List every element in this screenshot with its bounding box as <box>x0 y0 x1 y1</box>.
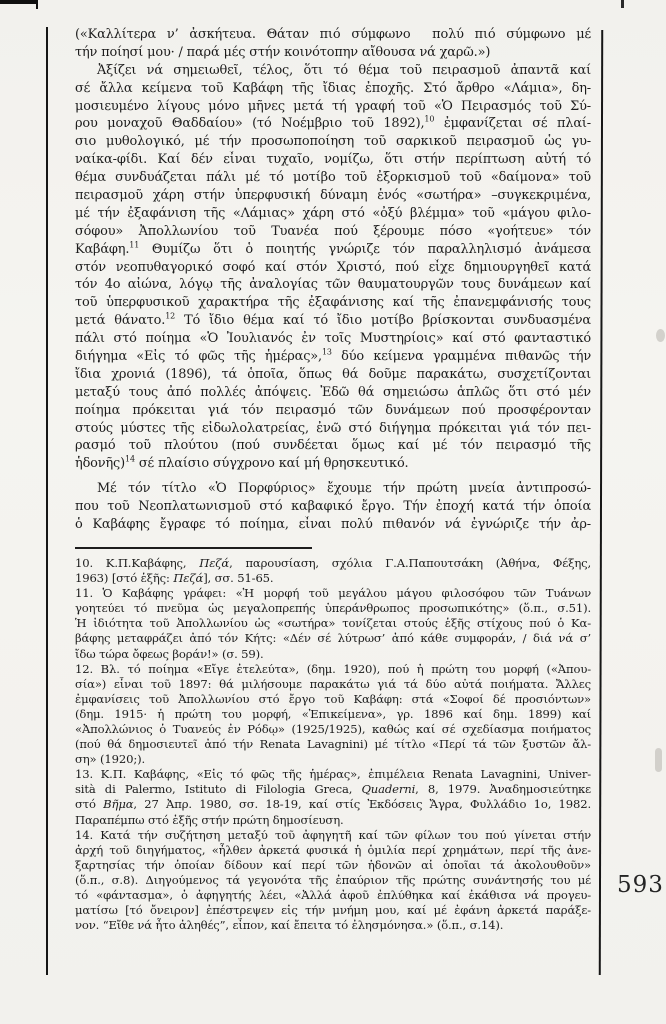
text-line: τό «φάντασμα», ὁ ἀφηγητής λέει, «Ἀλλά ἀφοῦ ἐπλύθηκα καί ἐκάθισα νά προγευ- <box>75 888 591 902</box>
footnote-ref: 13 <box>321 348 332 357</box>
text-line: ση» (1920;). <box>75 752 145 767</box>
text-line: στό Βῆμα, 27 Ἀπρ. 1980, σσ. 18-19, καί στίς Ἐκδόσεις Ἄγρα, Φυλλάδιο 1ο, 1982. <box>75 797 591 812</box>
text-line: ἡδονῆς)$^{14}$ σέ πλαίσιο σύγχρονο καί μή θρησκευτικό. <box>75 455 409 472</box>
left-margin-rule <box>46 27 48 975</box>
footnote-ref: 12 <box>165 312 176 321</box>
text-line: ξαρτησίας τήν ὁποίαν δίδουν καί περί τῶν ἡδονῶν αἱ ὁποῖαι τά ἀκολουθοῦν» <box>75 857 591 872</box>
text-line: (ὅ.π., σ.8). Διηγούμενος τά γεγονότα τῆς ἐπαύριον τῆς πρώτης συνάντησής του μέ <box>75 872 591 887</box>
text-line: σιο μυθολογικό, μέ τήν προσωποποίηση τοῦ σαρκικοῦ πειρασμοῦ ὡς γυ- <box>75 134 591 150</box>
text-line: μεταξύ τους ἀπό πολλές ἀπόψεις. Ἐδῶ θά σημειώσω ἁπλῶς ὅτι στό μέν <box>75 384 591 400</box>
text-line: ρου μοναχοῦ Θαδδαίου» (τό Νοέμβριο τοῦ 1892),$^{10}$ ἐμφανίζεται σέ πλαί- <box>75 115 591 132</box>
text-line: σέ ἄλλα κείμενα τοῦ Καβάφη τῆς ἴδιας ἐποχῆς. Στό ἄρθρο «Λάμια», δη- <box>75 80 591 96</box>
text-line: διήγημα «Εἰς τό φῶς τῆς ἡμέρας»,$^{13}$ δύο κείμενα γραμμένα πιθανῶς τήν <box>75 348 591 365</box>
text-line: 13. Κ.Π. Καβάφης, «Εἰς τό φῶς τῆς ἡμέρας», ἐπιμέλεια Renata Lavagnini, Univer- <box>75 767 591 782</box>
text-line: ἴδω τώρα ὄφεως βοράν!» (σ. 59). <box>75 646 264 661</box>
footnote-14 <box>75 828 591 934</box>
text-line: τόν 4ο αἰώνα, λόγῳ τῆς ἀναλογίας τῶν θαυματουργῶν τους δυνάμεων καί <box>75 277 591 293</box>
text-line: Παραπέμπω στό ἑξῆς στήν πρώτη δημοσίευση. <box>75 812 344 827</box>
text-line: 14. Κατά τήν συζήτηση μεταξύ τοῦ ἀφηγητῆ καί τῶν φίλων του πού γίνεται στήν <box>75 827 591 842</box>
footnote-ref: 11 <box>129 240 140 250</box>
text-line: στόν νεοπυθαγορικό σοφό καί στόν Χριστό, πού εἶχε δημιουργηθεῖ κατά <box>75 259 591 275</box>
scan-artifact-top-right-tick <box>621 0 624 8</box>
text-line: θέμα συνδυάζεται πάλι μέ τό μοτίβο τοῦ ἐξορκισμοῦ τοῦ «δαίμονα» τοῦ <box>75 170 591 186</box>
text-line: νον. “Εἴθε νά ἦτο ἀληθές”, εἶπον, καί ἔπειτα τό ἐλησμόνησα.» (ὅ.π., σ.14). <box>75 918 504 933</box>
paragraph <box>75 26 591 62</box>
text-line: βάφης μεταφράζει ἀπό τόν Κήτς: «Δέν σέ λύτρωσ’ ἀπό κάθε συμφοράν, / διά νά σ’ <box>75 631 591 646</box>
text-line: ποίημα πρόκειται γιά τόν πειρασμό τῶν δυνάμεων πού προσφέρονταν <box>75 402 591 418</box>
footnote-11 <box>75 586 591 661</box>
text-line: ὁ Καβάφης ἔγραφε τό ποίημα, εἶναι πολύ πιθανόν νά ἐγνώριζε τήν ἀρ- <box>75 517 591 533</box>
scan-artifact-top-left-bar <box>0 0 38 4</box>
italic-title: Βῆμα <box>103 797 134 812</box>
text-line: (δημ. 1915· ἡ πρώτη του μορφή, «Ἐπικείμενα», γρ. 1896 καί δημ. 1899) καί <box>75 706 591 721</box>
text-line: ναίκα-φίδι. Καί δέν εἶναι τυχαῖο, νομίζω, ὅτι στήν περίπτωση αὐτή τό <box>75 152 591 168</box>
text-line: 12. Βλ. τό ποίημα «Εἴγε ἐτελεύτα», (δημ. 1920), πού ἡ πρώτη του μορφή («Ἀπου- <box>75 661 591 676</box>
footnote-13 <box>75 767 591 827</box>
scan-smudge <box>655 748 662 772</box>
text-block <box>75 26 591 933</box>
text-line: μέ τήν ἐξαφάνιση τῆς «Λάμιας» χάρη στό «ὀξύ βλέμμα» τοῦ «μάγου φιλο- <box>75 205 591 221</box>
text-line: σία») εἶναι τοῦ 1897: θά μιλήσουμε παρακάτω γιά τά δύο αὐτά ποιήματα. Ἄλλες <box>75 676 591 691</box>
text-line: sità di Palermo, Istituto di Filologia Greca, Quaderni, 8, 1979. Ἀναδημοσιεύτηκε <box>75 782 591 797</box>
text-line: μετά θάνατο.$^{12}$ Τό ἴδιο θέμα καί τό ἴδιο μοτίβο βρίσκονται συνδυασμένα <box>75 312 591 329</box>
paragraph <box>75 62 591 473</box>
text-line: τήν ποίησί μου· / παρά μές στήν κοινότοπην αἴθουσα νά χαρῶ.») <box>75 44 491 60</box>
footnote-10 <box>75 556 591 586</box>
footnote-ref: 14 <box>125 455 135 465</box>
text-line: στούς μύστες τῆς εἰδωλολατρείας, ἐνῶ στό διήγημα πρόκειται γιά τόν πει- <box>75 420 591 436</box>
text-line: ἴδια χρονιά (1896), τά ὁποῖα, ὅπως θά δοῦμε παρακάτω, συσχετίζονται <box>75 366 591 382</box>
text-line: μοσιευμένο λίγους μόνο μῆνες μετά τή γραφή τοῦ «Ὁ Πειρασμός τοῦ Σύ- <box>75 98 591 114</box>
italic-title: Quaderni <box>361 782 416 797</box>
text-line: ἀρχή τοῦ διηγήματος, «ἦλθεν ἀρκετά φυσικά ἡ ὁμιλία περί χρημάτων, περί τῆς ἀνε- <box>75 842 591 857</box>
footnote-separator-rule <box>75 547 312 549</box>
scan-smudge <box>656 329 665 342</box>
main-text <box>75 26 591 534</box>
text-line: ματίσω [τό ὄνειρον] ἐπέστρεψεν εἰς τήν μνήμη μου, καί μέ ἐφάνη ἀρκετά παράξε- <box>75 903 591 918</box>
text-line: 10. Κ.Π.Καβάφης, Πεζά, παρουσίαση, σχόλια Γ.Α.Παπουτσάκη (Ἀθήνα, Φέξης, <box>75 555 591 570</box>
text-line: που τοῦ Νεοπλατωνισμοῦ στό καβαφικό ἔργο. Τήν ἐποχή κατά τήν ὁποία <box>75 499 591 515</box>
paragraph <box>75 480 591 534</box>
text-line: «Ἀπολλώνιος ὁ Τυανεύς ἐν Ρόδῳ» (1925/1925), καθώς καί σέ σχεδίασμα ποιήματος <box>75 721 591 736</box>
footnote-ref: 10 <box>424 115 435 125</box>
page-number: 593 <box>617 872 664 898</box>
footnote-12 <box>75 662 591 768</box>
text-line: Ἡ ἰδιότητα τοῦ Ἀπολλωνίου ὡς «σωτήρα» τονίζεται στούς ἑξῆς στίχους πού ὁ Κα- <box>75 616 591 631</box>
text-line: (πού θά δημοσιευτεῖ ἀπό τήν Renata Lavagnini) μέ τίτλο «Περί τά τῶν ξυστῶν ἄλ- <box>75 737 591 752</box>
text-line: πειρασμοῦ χάρη στήν ὑπερφυσική δύναμη ἑνός «σωτήρα» –συγκεκριμένα, <box>75 188 591 204</box>
text-line: ρασμό τοῦ πλούτου (πού συνδέεται ὅμως καί μέ τόν πειρασμό τῆς <box>75 438 591 454</box>
text-line: ἐμφανίσεις τοῦ Ἀπολλωνίου στό ἔργο τοῦ Καβάφη: στά «Σοφοί δέ προσιόντων» <box>75 691 591 706</box>
text-line: Μέ τόν τίτλο «Ὁ Πορφύριος» ἔχουμε τήν πρώτη μνεία ἀντιπροσώ- <box>97 481 591 497</box>
text-line: («Καλλίτερα ν’ ἀσκήτευα. Θάταν πιό σύμφωνο πολύ πιό σύμφωνο μέ <box>75 27 591 42</box>
text-line: τοῦ ὑπερφυσικοῦ χαρακτήρα τῆς ἐξαφάνισης καί τῆς ἐπανεμφάνισής τους <box>75 295 591 311</box>
text-line: Καβάφη.$^{11}$ Θυμίζω ὅτι ὁ ποιητής γνώριζε τόν παραλληλισμό ἀνάμεσα <box>75 240 591 257</box>
text-line: σόφου» Ἀπολλωνίου τοῦ Τυανέα πού ξέρουμε πόσο «γοήτευε» τόν <box>75 223 591 239</box>
text-line: 1963) [στό ἑξῆς: Πεζά], σσ. 51-65. <box>75 571 274 586</box>
italic-title: Πεζά <box>173 571 204 586</box>
scan-artifact-top-left-nub <box>36 0 38 9</box>
italic-title: Πεζά <box>199 555 230 570</box>
text-line: πάλι στό ποίημα «Ὁ Ἰουλιανός ἐν τοῖς Μυστηρίοις» καί στό φανταστικό <box>75 331 591 347</box>
text-line: 11. Ὁ Καβάφης γράφει: «Ἡ μορφή τοῦ μεγάλου μάγου φιλοσόφου τῶν Τυάνων <box>75 586 591 601</box>
right-margin-rule <box>599 30 603 975</box>
text-line: Ἀξίζει νά σημειωθεῖ, τέλος, ὅτι τό θέμα τοῦ πειρασμοῦ ἀπαντᾶ καί <box>97 62 591 78</box>
footnote-section <box>75 556 591 933</box>
text-line: γοητεύει τό πνεῦμα ὡς μεγαλοπρεπής ὑπεράνθρωπος προσωπικότης» (ὅ.π., σ.51). <box>75 601 591 616</box>
